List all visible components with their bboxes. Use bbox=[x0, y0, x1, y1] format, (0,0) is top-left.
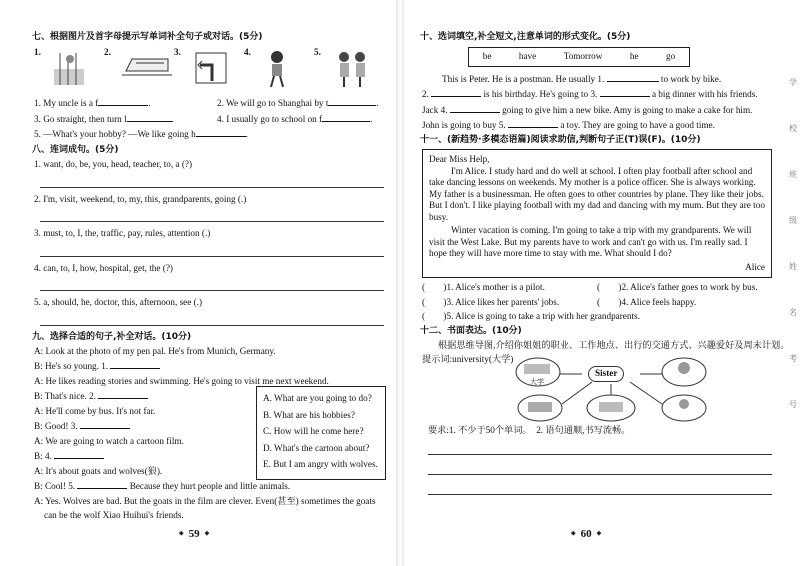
letter-signature: Alice bbox=[745, 261, 765, 272]
walking-boy-icon bbox=[262, 49, 292, 89]
answer-blank[interactable] bbox=[431, 88, 481, 97]
answer-blank[interactable] bbox=[196, 128, 246, 137]
section-11-title: 十一、(新趋势·多模态语篇)阅读求助信,判断句子正(T)误(F)。(10分) bbox=[420, 134, 701, 145]
answer-blank[interactable] bbox=[508, 119, 558, 128]
section-12-title: 十二、书面表达。(10分) bbox=[420, 325, 522, 336]
passage-line-2: 2. is his birthday. He's going to 3. a big dinner with his friends. bbox=[422, 89, 758, 100]
mind-map-lines bbox=[422, 354, 772, 422]
dialog-line-2: B: He's so young. 1. bbox=[34, 360, 384, 373]
answer-line[interactable] bbox=[40, 174, 384, 188]
passage-line-4: John is going to buy 5. a toy. They are going to have a good time. bbox=[422, 120, 715, 131]
tf-item-5[interactable]: ( )5. Alice is going to take a trip with her grandparents. bbox=[422, 311, 640, 321]
tf-item-3[interactable]: ( )3. Alice likes her parents' jobs. bbox=[422, 296, 560, 307]
letter-paragraph-1: I'm Alice. I study hard and do well at school. I often play football after school and take dancing lessons on weekends. My mother is a police officer. She is always working. My father is a businessman. He often goes to other countries by plane. They like their jobs. But I don't. I like playing football with my dad and dancing with my mum. But they are too busy. bbox=[429, 165, 765, 222]
letter-greeting: Dear Miss Help, bbox=[429, 154, 490, 164]
passage-line-1: This is Peter. He is a postman. He usually 1. to work by bike. bbox=[442, 73, 722, 84]
right-page bbox=[400, 0, 800, 566]
dialog-line-3: A: He likes reading stories and swimming. He's going to visit me next weekend. bbox=[34, 375, 329, 386]
word-box: be have Tomorrow he go bbox=[468, 47, 690, 67]
dialog-line-5: A: He'll come by bus. It's not far. bbox=[34, 405, 156, 416]
answer-blank[interactable] bbox=[328, 97, 376, 106]
answer-blank[interactable] bbox=[98, 97, 148, 106]
picture-row bbox=[34, 47, 384, 91]
answer-blank[interactable] bbox=[77, 480, 127, 489]
q8-3: 3. must, to, I, the, traffic, pay, rules, attention (.) bbox=[34, 228, 211, 238]
answer-line[interactable] bbox=[40, 277, 384, 291]
side-binding-labels: 学 校 班 级 姓 名 考 号 bbox=[789, 78, 797, 409]
option-b: B. What are his hobbies? bbox=[263, 409, 355, 420]
option-e: E. But I am angry with wolves. bbox=[263, 459, 378, 469]
option-a: A. What are you going to do? bbox=[263, 393, 372, 403]
writing-requirements: 要求:1. 不少于50个单词。 2. 语句通顺,书写流畅。 bbox=[428, 425, 631, 436]
answer-blank[interactable] bbox=[110, 360, 160, 369]
q8-4: 4. can, to, I, how, hospital, get, the (?) bbox=[34, 262, 173, 273]
mind-map bbox=[422, 354, 772, 422]
answer-blank[interactable] bbox=[607, 73, 659, 82]
tf-item-1[interactable]: ( )1. Alice's mother is a pilot. bbox=[422, 282, 545, 292]
writing-instruction: 根据思维导图,介绍你姐姐的职业、工作地点、出行的交通方式、兴趣爱好及周末计划。 bbox=[438, 339, 790, 350]
answer-blank[interactable] bbox=[80, 420, 130, 429]
dialog-line-8: B: 4. bbox=[34, 450, 384, 463]
picture-3: 3. bbox=[174, 47, 244, 91]
dialog-line-7: A: We are going to watch a cartoon film. bbox=[34, 435, 184, 446]
picture-5: 5. bbox=[314, 47, 384, 91]
q7-3: 3. Go straight, then turn l . bbox=[34, 113, 174, 124]
section-9-title: 九、选择合适的句子,补全对话。(10分) bbox=[32, 331, 192, 342]
leaf-icon: ᛭ bbox=[595, 528, 603, 541]
answer-line[interactable] bbox=[40, 208, 384, 222]
university-label: 大学 bbox=[530, 378, 544, 387]
answer-blank[interactable] bbox=[600, 88, 650, 97]
q7-2: 2. We will go to Shanghai by t . bbox=[217, 98, 379, 109]
farmer-icon bbox=[52, 49, 88, 87]
passage-line-3: Jack 4. going to give him a new bike. Amy is going to make a cake for him. bbox=[422, 104, 753, 115]
writing-line[interactable] bbox=[428, 481, 772, 495]
q7-1: 1. My uncle is a f . bbox=[34, 98, 151, 109]
dialog-line-1: A: Look at the photo of my pen pal. He's from Munich, Germany. bbox=[34, 345, 276, 356]
option-d: D. What's the cartoon about? bbox=[263, 442, 370, 453]
turn-left-map-icon bbox=[192, 49, 228, 87]
q8-5: 5. a, should, he, doctor, this, afternoon, see (.) bbox=[34, 297, 203, 307]
section-10-title: 十、选词填空,补全短文,注意单词的形式变化。(5分) bbox=[420, 32, 631, 42]
writing-line[interactable] bbox=[428, 441, 772, 455]
picture-2: 2. bbox=[104, 47, 174, 91]
leaf-icon: ᛭ bbox=[178, 528, 185, 541]
dialog-line-10: B: Cool! 5. Because they hurt people and little animals. bbox=[34, 481, 291, 492]
dialog-line-6: B: Good! 3. bbox=[34, 420, 384, 433]
leaf-icon: ᛭ bbox=[570, 528, 577, 541]
options-box bbox=[256, 386, 386, 480]
train-icon bbox=[122, 49, 172, 79]
answer-blank[interactable] bbox=[450, 104, 500, 113]
help-letter bbox=[422, 149, 772, 278]
dialog-line-4: B: That's nice. 2. bbox=[34, 390, 384, 403]
answer-line[interactable] bbox=[40, 243, 384, 257]
dialog-line-9: A: It's about goats and wolves(狼). bbox=[34, 465, 163, 476]
option-c: C. How will he come here? bbox=[263, 426, 364, 436]
q8-1: 1. want, do, be, you, head, teacher, to, a (?) bbox=[34, 159, 193, 169]
answer-line[interactable] bbox=[40, 312, 384, 326]
writing-line[interactable] bbox=[428, 461, 772, 475]
answer-blank[interactable] bbox=[54, 450, 104, 459]
answer-blank[interactable] bbox=[127, 113, 172, 122]
picture-4: 4. bbox=[244, 47, 314, 91]
hint-words: 提示词:university(大学) bbox=[422, 354, 514, 365]
hiking-kids-icon bbox=[332, 49, 372, 89]
section-7-title: 七、根据图片及首字母提示写单词补全句子或对话。(5分) bbox=[32, 32, 263, 42]
dialog-line-12: can be the wolf Xiao Huihui's friends. bbox=[44, 510, 184, 521]
q7-4: 4. I usually go to school on f . bbox=[217, 113, 373, 124]
answer-blank[interactable] bbox=[98, 390, 148, 399]
page-number-right: ᛭ 60 ᛭ bbox=[570, 528, 603, 541]
dialog-line-11: A: Yes. Wolves are bad. But the goats in the film are clever. Even(甚至) sometimes the goats bbox=[34, 495, 376, 506]
letter-paragraph-2: Winter vacation is coming. I'm going to take a trip with my grandparents. We will visit the West Lake. But my parents have to work and can't go with us. I'm really sad. I hope they will have more time to stay with me. What should I do? bbox=[429, 225, 752, 258]
tf-item-4[interactable]: ( )4. Alice feels happy. bbox=[597, 296, 697, 307]
section-8-title: 八、连词成句。(5分) bbox=[32, 144, 119, 155]
tf-item-2[interactable]: ( )2. Alice's father goes to work by bus. bbox=[597, 282, 758, 292]
page-number-left: ᛭ 59 ᛭ bbox=[178, 528, 211, 541]
leaf-icon: ᛭ bbox=[203, 528, 211, 541]
answer-blank[interactable] bbox=[322, 113, 370, 122]
q7-5: 5. —What's your hobby? —We like going h . bbox=[34, 129, 248, 140]
q8-2: 2. I'm, visit, weekend, to, my, this, grandparents, going (.) bbox=[34, 193, 247, 204]
sister-node: Sister bbox=[588, 366, 624, 382]
picture-1: 1. bbox=[34, 47, 104, 91]
